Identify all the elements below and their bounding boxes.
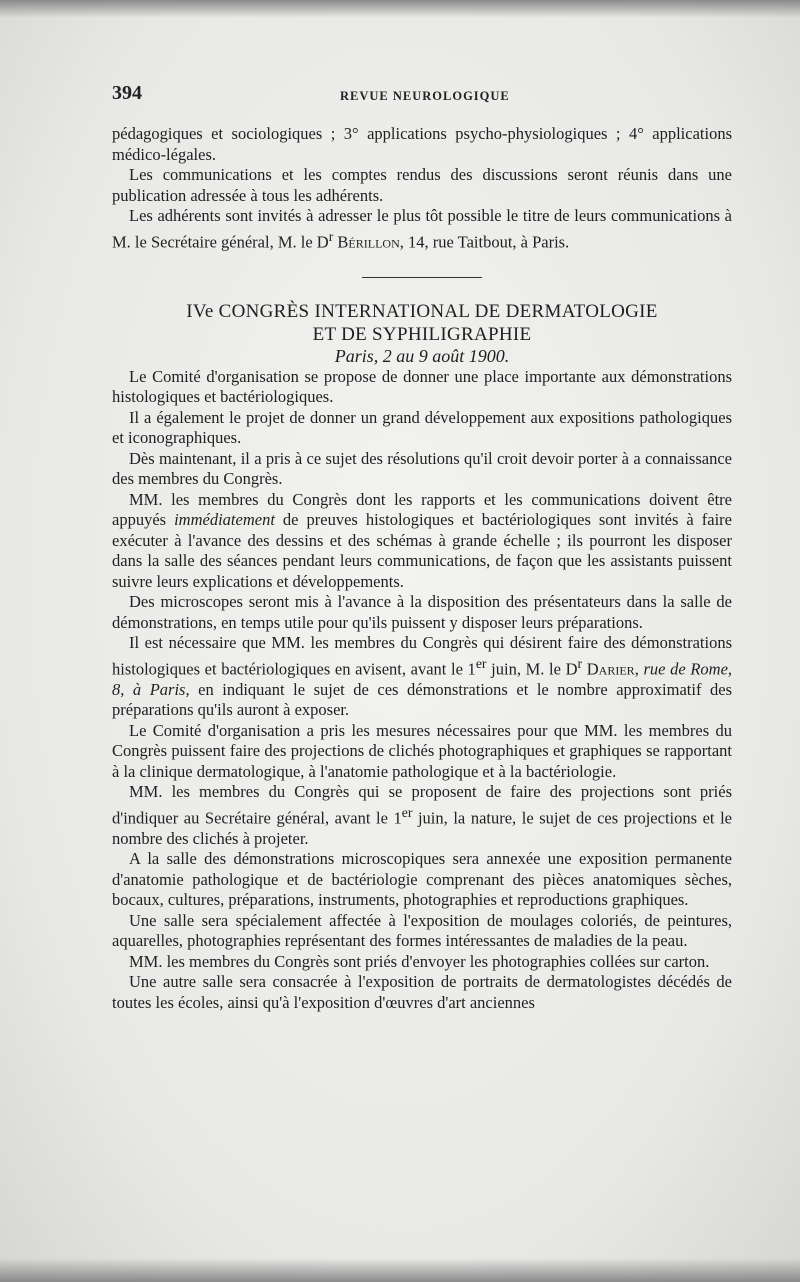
running-head: REVUE NEUROLOGIQUE bbox=[340, 89, 510, 103]
section-title-line-1: IVe CONGRÈS INTERNATIONAL DE DERMATOLOGIE bbox=[186, 301, 658, 323]
paragraph: Il a également le projet de donner un grand développement aux expositions pathologiques et iconographiques. bbox=[112, 407, 732, 448]
intro-paragraph-1: pédagogiques et sociologiques ; 3° applications psycho-physiologiques ; 4° applications médico-légales. bbox=[112, 124, 732, 164]
section-divider bbox=[362, 277, 482, 278]
person-name: Darier bbox=[586, 659, 635, 679]
paragraph: Le Comité d'organisation a pris les mesures nécessaires pour que MM. les membres du Congrès puissent faire des projections de clichés photographiques et graphiques se rapportant à la clinique dermatologique, à l'anatomie pathologique et à la bactériologie. bbox=[112, 720, 732, 781]
paragraph: MM. les membres du Congrès dont les rapports et les communications doivent être appuyés immédiatement de preuves histologiques et bactériologiques sont invités à faire exécuter à l'avance des dessins et des schémas à grande échelle ; ils pourront les disposer dans la salle des séances pendant leurs communications, de façon que les assistants puissent suivre leurs explications et développements. bbox=[112, 489, 732, 591]
paragraph: MM. les membres du Congrès sont priés d'envoyer les photographies collées sur carton. bbox=[129, 951, 710, 971]
person-name: Bérillon bbox=[337, 232, 400, 252]
paragraph: A la salle des démonstrations microscopiques sera annexée une exposition permanente d'anatomie pathologique et de bactériologie comprenant des pièces anatomiques sèches, bocaux, cultures, préparations, instruments, photographies et reproductions graphiques. bbox=[112, 849, 732, 910]
page-number: 394 bbox=[112, 82, 142, 104]
congress-announcement bbox=[112, 367, 732, 1014]
paragraph: Le Comité d'organisation se propose de donner une place importante aux démonstrations histologiques et bactériologiques. bbox=[112, 366, 732, 407]
paragraph: Une autre salle sera consacrée à l'exposition de portraits de dermatologistes décédés de toutes les écoles, ainsi qu'à l'exposition d'œuvres d'art anciennes bbox=[112, 972, 732, 1012]
paragraph: Des microscopes seront mis à l'avance à la disposition des présentateurs dans la salle de démonstrations, en temps utile pour qu'ils puissent y disposer leurs préparations. bbox=[112, 592, 732, 632]
section-title-line-2: ET DE SYPHILIGRAPHIE bbox=[312, 324, 532, 346]
page-header bbox=[112, 82, 732, 108]
page-body bbox=[112, 124, 732, 1013]
intro-paragraph-2: Les communications et les comptes rendus des discussions seront réunis dans une publication adressée à tous les adhérents. bbox=[112, 165, 732, 205]
paragraph: Il est nécessaire que MM. les membres du Congrès qui désirent faire des démonstrations histologiques et bactériologiques en avisent, avant le 1er juin, M. le $D^r$ Darier, rue de Rome, 8, à Paris, en indiquant le sujet de ces démonstrations et le nombre approximatif des préparations qu'ils auront à exposer. bbox=[112, 633, 733, 720]
paragraph: Une salle sera spécialement affectée à l'exposition de moulages coloriés, de peintures, aquarelles, photographies représentant des formes intéressantes de maladies de la peau. bbox=[112, 910, 732, 951]
place-date: Paris, 2 au 9 août 1900. bbox=[334, 346, 510, 367]
paragraph: Dès maintenant, il a pris à ce sujet des résolutions qu'il croit devoir porter à a connaissance des membres du Congrès. bbox=[112, 448, 732, 489]
paragraph: MM. les membres du Congrès qui se proposent de faire des projections sont priés d'indiquer au Secrétaire général, avant le 1er juin, la nature, le sujet de ces projections et le nombre des clichés à projeter. bbox=[112, 782, 732, 848]
intro-paragraph-3: Les adhérents sont invités à adresser le plus tôt possible le titre de leurs communications à M. le Secrétaire général, M. le $D^r$ Bérillon, 14, rue Taitbout, à Paris. bbox=[112, 206, 732, 252]
